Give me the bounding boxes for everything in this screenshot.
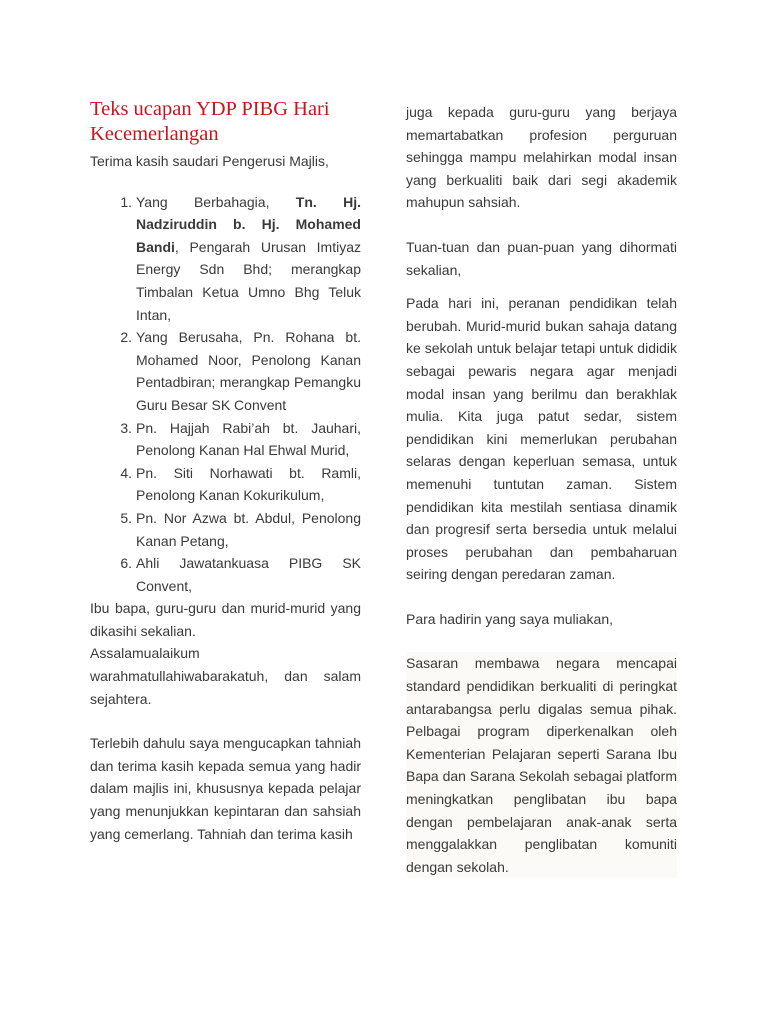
list-number: 1. <box>120 193 132 210</box>
list-item <box>90 507 361 552</box>
thanks-paragraph: Terlebih dahulu saya mengucapkan tahniah dan terima kasih kepada semua yang hadir dalam majlis ini, khususnya kepada pelajar yang menunjukkan kepintaran dan sahsiah yang cemerlang. Tahniah dan terima kasih <box>90 735 361 842</box>
list-text: Pn. Nor Azwa bt. Abdul, Penolong Kanan Petang, <box>136 509 361 549</box>
list-text: Ahli Jawatankuasa PIBG SK Convent, <box>136 555 361 594</box>
list-number: 3. <box>120 419 132 436</box>
guest-list <box>90 191 361 598</box>
left-column <box>90 97 361 845</box>
list-text: Pn. Hajjah Rabi’ah bt. Jauhari, Penolong Kanan Hal Ehwal Murid, <box>136 419 361 459</box>
salam-paragraph: Assalamualaikum warahmatullahiwabarakatuh, dan salam sejahtera. <box>90 645 361 707</box>
list-item <box>90 462 361 507</box>
parents-line: Ibu bapa, guru-guru dan murid-murid yang dikasihi sekalian. <box>90 600 361 639</box>
list-number: 2. <box>120 329 132 346</box>
list-text: Pn. Siti Norhawati bt. Ramli, Penolong Kanan Kokurikulum, <box>136 464 361 504</box>
list-number: 6. <box>120 555 132 572</box>
guest-name-bold: Tn. Hj. Nadziruddin b. Hj. Mohamed Bandi <box>136 193 361 255</box>
tuan-puan-paragraph: Tuan-tuan dan puan-puan yang dihormati sekalian, <box>406 238 677 278</box>
list-text: Yang Berusaha, Pn. Rohana bt. Mohamed Noor, Penolong Kanan Pentadbiran; merangkap Pemangku Guru Besar SK Convent <box>136 329 361 413</box>
hadirin-paragraph: Para hadirin yang saya muliakan, <box>406 610 614 627</box>
document-title: Teks ucapan YDP PIBG Hari Kecemerlangan <box>90 98 330 145</box>
list-number: 5. <box>120 509 132 526</box>
list-item <box>90 552 361 597</box>
list-item <box>90 326 361 416</box>
list-number: 4. <box>120 464 132 481</box>
list-item <box>90 417 361 462</box>
right-column <box>406 101 677 878</box>
thanks-paragraph-continued: juga kepada guru-guru yang berjaya memartabatkan profesion perguruan sehingga mampu melahirkan modal insan yang berkualiti baik dari segi akademik mahupun sahsiah. <box>406 104 677 211</box>
list-text: Yang Berbahagia, <box>136 193 296 210</box>
peranan-paragraph: Pada hari ini, peranan pendidikan telah berubah. Murid-murid bukan sahaja datang ke sekolah untuk belajar tetapi untuk dididik sebagai pewaris negara agar menjadi modal insan yang berilmu dan berakhlak mulia. Kita juga patut sedar, sistem pendidikan kini memerlukan perubahan selaras dengan keperluan semasa, untuk memenuhi tuntutan zaman. Sistem pendidikan kita mestilah sentiasa dinamik dan progresif serta bersedia untuk melalui proses perubahan dan pembaharuan seiring dengan peredaran zaman. <box>406 295 677 583</box>
sasaran-paragraph: Sasaran membawa negara mencapai standard pendidikan berkualiti di peringkat antarabangsa perlu digalas semua pihak. Pelbagai program diperkenalkan oleh Kementerian Pelajaran seperti Sarana Ibu Bapa dan Sarana Sekolah sebagai platform meningkatkan penglibatan ibu bapa dengan pembelajaran anak-anak serta menggalakkan penglibatan komuniti dengan sekolah. <box>406 652 677 878</box>
list-item <box>90 191 361 327</box>
list-text: , Pengarah Urusan Imtiyaz Energy Sdn Bhd; merangkap Timbalan Ketua Umno Bhg Teluk Intan, <box>136 238 361 323</box>
greeting: Terima kasih saudari Pengerusi Majlis, <box>90 153 329 169</box>
